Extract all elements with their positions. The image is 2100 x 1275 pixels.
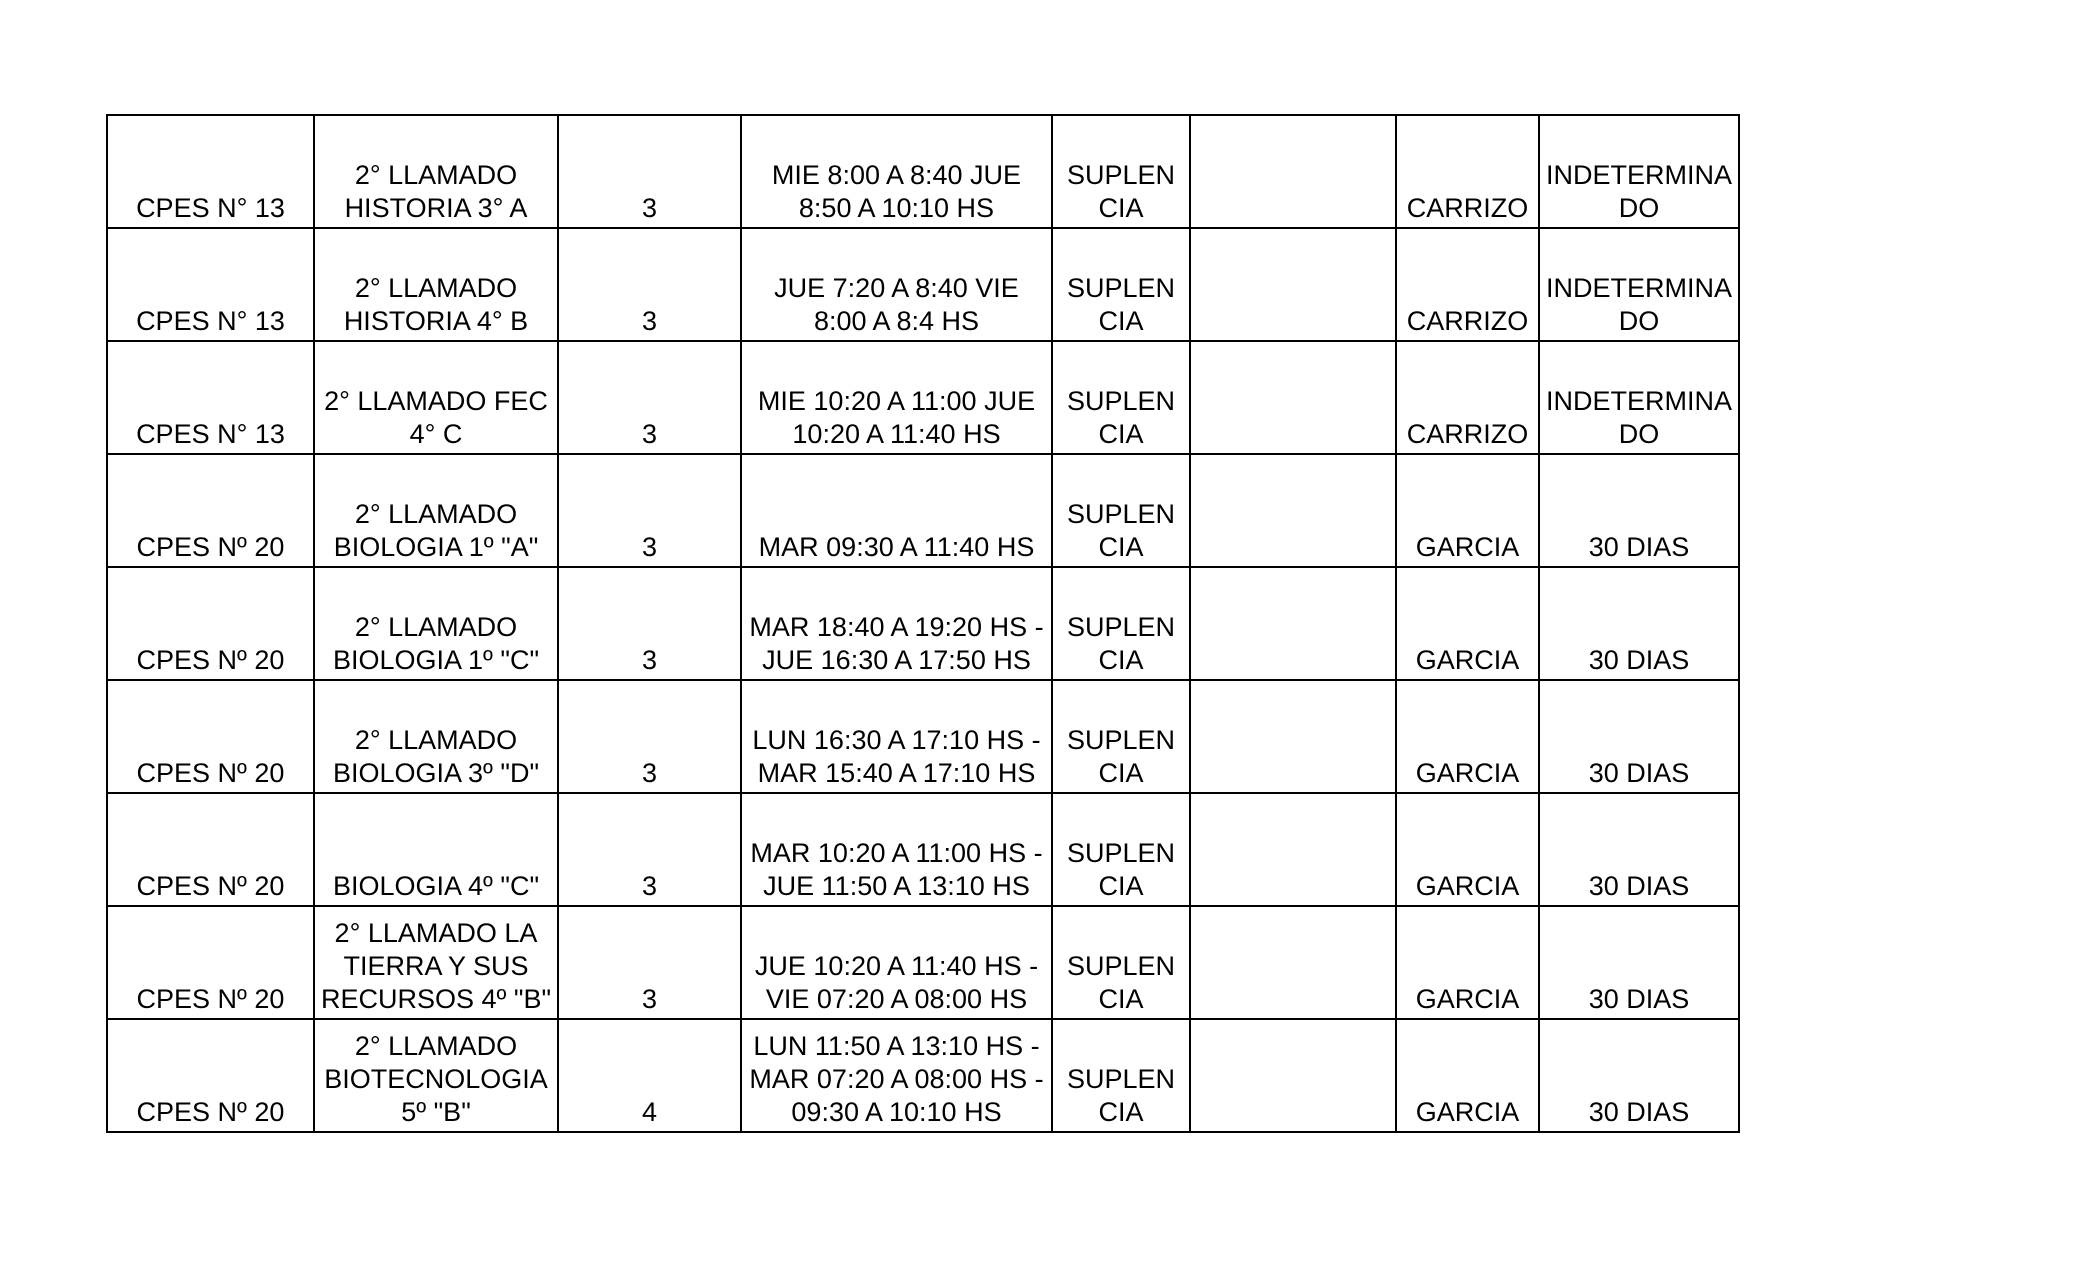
blank-cell xyxy=(1190,1019,1396,1132)
table-row xyxy=(107,454,1739,567)
type-cell: SUPLEN CIA xyxy=(1052,454,1190,567)
type-cell: SUPLEN CIA xyxy=(1052,341,1190,454)
type-cell: SUPLEN CIA xyxy=(1052,115,1190,228)
hours-cell: 3 xyxy=(558,228,741,341)
blank-cell xyxy=(1190,341,1396,454)
duration-cell: INDETERMINA DO xyxy=(1539,228,1739,341)
schedule-cell: MAR 10:20 A 11:00 HS - JUE 11:50 A 13:10 HS xyxy=(741,793,1052,906)
hours-cell: 3 xyxy=(558,341,741,454)
subject-cell: 2° LLAMADO FEC 4° C xyxy=(314,341,558,454)
subject-cell: 2° LLAMADO HISTORIA 3° A xyxy=(314,115,558,228)
subject-cell: 2° LLAMADO BIOLOGIA 3º "D" xyxy=(314,680,558,793)
subject-cell: 2° LLAMADO BIOLOGIA 1º "C" xyxy=(314,567,558,680)
type-cell: SUPLEN CIA xyxy=(1052,680,1190,793)
school-cell: CPES N° 13 xyxy=(107,341,314,454)
duration-cell: INDETERMINA DO xyxy=(1539,115,1739,228)
school-cell: CPES Nº 20 xyxy=(107,1019,314,1132)
blank-cell xyxy=(1190,115,1396,228)
school-cell: CPES Nº 20 xyxy=(107,793,314,906)
teacher-cell: GARCIA xyxy=(1396,793,1539,906)
type-cell: SUPLEN CIA xyxy=(1052,793,1190,906)
type-cell: SUPLEN CIA xyxy=(1052,1019,1190,1132)
schedule-cell: MIE 10:20 A 11:00 JUE 10:20 A 11:40 HS xyxy=(741,341,1052,454)
blank-cell xyxy=(1190,793,1396,906)
duration-cell: 30 DIAS xyxy=(1539,454,1739,567)
teacher-cell: CARRIZO xyxy=(1396,341,1539,454)
schedule-cell: LUN 16:30 A 17:10 HS - MAR 15:40 A 17:10 HS xyxy=(741,680,1052,793)
table-row xyxy=(107,567,1739,680)
table-row xyxy=(107,115,1739,228)
subject-cell: BIOLOGIA 4º "C" xyxy=(314,793,558,906)
schedule-cell: MAR 09:30 A 11:40 HS xyxy=(741,454,1052,567)
hours-cell: 3 xyxy=(558,454,741,567)
hours-cell: 3 xyxy=(558,906,741,1019)
duration-cell: 30 DIAS xyxy=(1539,567,1739,680)
blank-cell xyxy=(1190,228,1396,341)
table-row xyxy=(107,680,1739,793)
table-row xyxy=(107,793,1739,906)
type-cell: SUPLEN CIA xyxy=(1052,567,1190,680)
teacher-cell: GARCIA xyxy=(1396,1019,1539,1132)
duration-cell: INDETERMINA DO xyxy=(1539,341,1739,454)
blank-cell xyxy=(1190,454,1396,567)
table-row xyxy=(107,228,1739,341)
subject-cell: 2° LLAMADO HISTORIA 4° B xyxy=(314,228,558,341)
table-row xyxy=(107,341,1739,454)
schedule-table xyxy=(106,114,1740,1133)
blank-cell xyxy=(1190,906,1396,1019)
school-cell: CPES N° 13 xyxy=(107,115,314,228)
school-cell: CPES Nº 20 xyxy=(107,906,314,1019)
hours-cell: 3 xyxy=(558,793,741,906)
blank-cell xyxy=(1190,567,1396,680)
school-cell: CPES N° 13 xyxy=(107,228,314,341)
duration-cell: 30 DIAS xyxy=(1539,906,1739,1019)
duration-cell: 30 DIAS xyxy=(1539,793,1739,906)
school-cell: CPES Nº 20 xyxy=(107,680,314,793)
schedule-cell: JUE 7:20 A 8:40 VIE 8:00 A 8:4 HS xyxy=(741,228,1052,341)
table-row xyxy=(107,1019,1739,1132)
hours-cell: 3 xyxy=(558,115,741,228)
table-row xyxy=(107,906,1739,1019)
schedule-cell: MIE 8:00 A 8:40 JUE 8:50 A 10:10 HS xyxy=(741,115,1052,228)
duration-cell: 30 DIAS xyxy=(1539,1019,1739,1132)
school-cell: CPES Nº 20 xyxy=(107,454,314,567)
subject-cell: 2° LLAMADO BIOLOGIA 1º "A" xyxy=(314,454,558,567)
subject-cell: 2° LLAMADO BIOTECNOLOGIA 5º "B" xyxy=(314,1019,558,1132)
duration-cell: 30 DIAS xyxy=(1539,680,1739,793)
hours-cell: 4 xyxy=(558,1019,741,1132)
blank-cell xyxy=(1190,680,1396,793)
teacher-cell: GARCIA xyxy=(1396,680,1539,793)
schedule-cell: JUE 10:20 A 11:40 HS - VIE 07:20 A 08:00 HS xyxy=(741,906,1052,1019)
teacher-cell: CARRIZO xyxy=(1396,115,1539,228)
schedule-cell: MAR 18:40 A 19:20 HS - JUE 16:30 A 17:50 HS xyxy=(741,567,1052,680)
type-cell: SUPLEN CIA xyxy=(1052,228,1190,341)
schedule-cell: LUN 11:50 A 13:10 HS - MAR 07:20 A 08:00 HS - 09:30 A 10:10 HS xyxy=(741,1019,1052,1132)
teacher-cell: GARCIA xyxy=(1396,454,1539,567)
hours-cell: 3 xyxy=(558,680,741,793)
hours-cell: 3 xyxy=(558,567,741,680)
school-cell: CPES Nº 20 xyxy=(107,567,314,680)
teacher-cell: GARCIA xyxy=(1396,567,1539,680)
subject-cell: 2° LLAMADO LA TIERRA Y SUS RECURSOS 4º "B" xyxy=(314,906,558,1019)
type-cell: SUPLEN CIA xyxy=(1052,906,1190,1019)
teacher-cell: GARCIA xyxy=(1396,906,1539,1019)
teacher-cell: CARRIZO xyxy=(1396,228,1539,341)
table-body xyxy=(107,115,1739,1132)
